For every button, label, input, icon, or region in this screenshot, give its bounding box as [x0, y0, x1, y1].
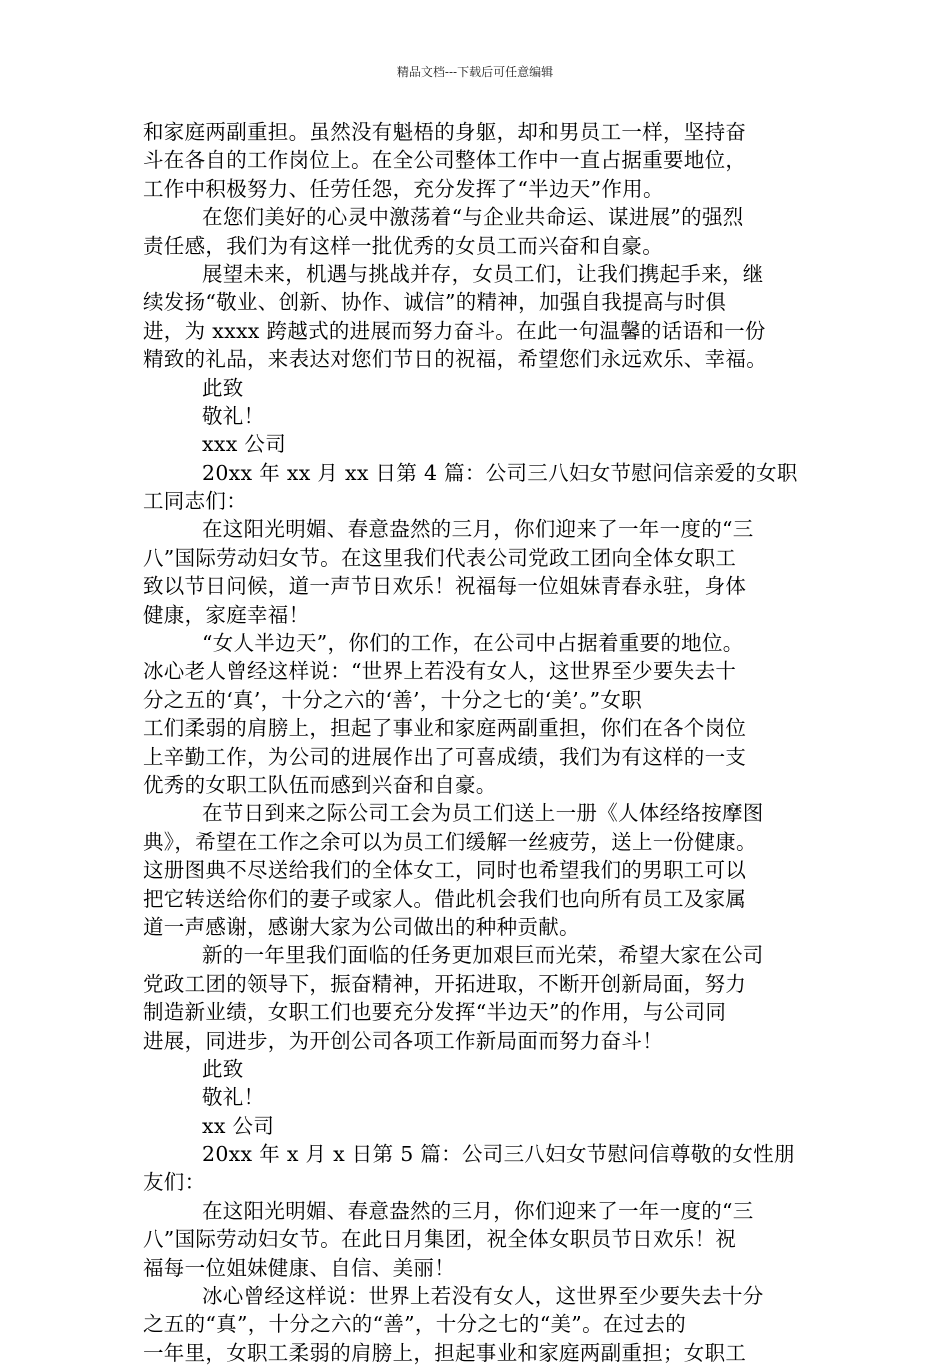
text-line: 道一声感谢，感谢大家为公司做出的种种贡献。: [143, 914, 580, 939]
text-line: 之五的“真”，十分之六的“善”，十分之七的“美”。在过去的: [143, 1312, 687, 1337]
text-line: 精致的礼品，来表达对您们节日的祝福，希望您们永远欢乐、幸福。: [143, 347, 767, 372]
text-line: 典》，希望在工作之余可以为员工们缓解一丝疲劳，送上一份健康。: [143, 829, 757, 854]
text-line: 20xx 年 xx 月 xx 日第 4 篇：公司三八妇女节慰问信亲爱的女职: [202, 460, 798, 485]
text-line: 上辛勤工作，为公司的进展作出了可喜成绩，我们为有这样的一支: [143, 744, 747, 769]
text-line: 这册图典不尽送给我们的全体女工，同时也希望我们的男职工可以: [143, 858, 747, 883]
text-line: “女人半边天”，你们的工作，在公司中占据着重要的地位。: [202, 631, 744, 656]
text-line: 工们柔弱的肩膀上，担起了事业和家庭两副重担，你们在各个岗位: [143, 716, 747, 741]
text-line: 友们：: [143, 1170, 206, 1195]
text-line: 健康，家庭幸福！: [143, 602, 310, 627]
text-line: 在节日到来之际公司工会为员工们送上一册《人体经络按摩图: [202, 801, 764, 826]
text-line: 致以节日问候，道一声节日欢乐！祝福每一位姐妹青春永驻，身体: [143, 574, 747, 599]
text-line: 工同志们：: [143, 489, 247, 514]
text-line: 和家庭两副重担。虽然没有魁梧的身躯，却和男员工一样，坚持奋: [143, 120, 747, 144]
text-line: xx 公司: [202, 1113, 275, 1138]
text-line: 在这阳光明媚、春意盎然的三月，你们迎来了一年一度的“三: [202, 1198, 754, 1223]
text-line: xxx 公司: [202, 432, 286, 457]
text-line: 一年里，女职工柔弱的肩膀上，担起事业和家庭两副重担；女职工: [143, 1340, 747, 1365]
text-line: 把它转送给你们的妻子或家人。借此机会我们也向所有员工及家属: [143, 886, 747, 911]
text-line: 冰心曾经这样说：世界上若没有女人，这世界至少要失去十分: [202, 1284, 764, 1309]
text-line: 展望未来，机遇与挑战并存，女员工们，让我们携起手来，继: [202, 261, 764, 286]
text-line: 党政工团的领导下，振奋精神，开拓进取，不断开创新局面，努力: [143, 971, 747, 996]
document-body: [143, 118, 823, 1367]
text-line: 敬礼！: [202, 403, 265, 428]
text-line: 进展，同进步，为开创公司各项工作新局面而努力奋斗！: [143, 1028, 663, 1053]
text-line: 敬礼！: [202, 1085, 265, 1110]
text-line: 冰心老人曾经这样说：“世界上若没有女人，这世界至少要失去十: [143, 659, 737, 684]
text-line: 20xx 年 x 月 x 日第 5 篇：公司三八妇女节慰问信尊敬的女性朋: [202, 1142, 795, 1167]
text-line: 进，为 xxxx 跨越式的进展而努力奋斗。在此一句温馨的话语和一份: [143, 318, 766, 343]
text-line: 续发扬“敬业、创新、协作、诚信”的精神，加强自我提高与时俱: [143, 290, 727, 315]
text-line: 在您们美好的心灵中激荡着“与企业共命运、谋进展”的强烈: [202, 205, 744, 230]
text-line: 福每一位姐妹健康、自信、美丽！: [143, 1255, 455, 1280]
text-line: 八”国际劳动妇女节。在此日月集团，祝全体女职员节日欢乐！祝: [143, 1227, 737, 1252]
text-line: 责任感，我们为有这样一批优秀的女员工而兴奋和自豪。: [143, 233, 663, 258]
text-line: 斗在各自的工作岗位上。在全公司整体工作中一直占据重要地位，: [143, 148, 747, 173]
text-line: 新的一年里我们面临的任务更加艰巨而光荣，希望大家在公司: [202, 943, 764, 968]
text-line: 此致: [202, 375, 244, 400]
page-header: 精品文档---下载后可任意编辑: [396, 65, 554, 79]
text-line: 八”国际劳动妇女节。在这里我们代表公司党政工团向全体女职工: [143, 545, 737, 570]
text-line: 优秀的女职工队伍而感到兴奋和自豪。: [143, 772, 497, 797]
text-line: 在这阳光明媚、春意盎然的三月，你们迎来了一年一度的“三: [202, 517, 754, 542]
text-line: 工作中积极努力、任劳任怨，充分发挥了“半边天”作用。: [143, 176, 664, 201]
text-line: 制造新业绩，女职工们也要充分发挥“半边天”的作用，与公司同: [143, 1000, 727, 1025]
text-line: 分之五的‘真’，十分之六的‘善’，十分之七的‘美’。”女职: [143, 687, 643, 712]
text-line: 此致: [202, 1056, 244, 1081]
